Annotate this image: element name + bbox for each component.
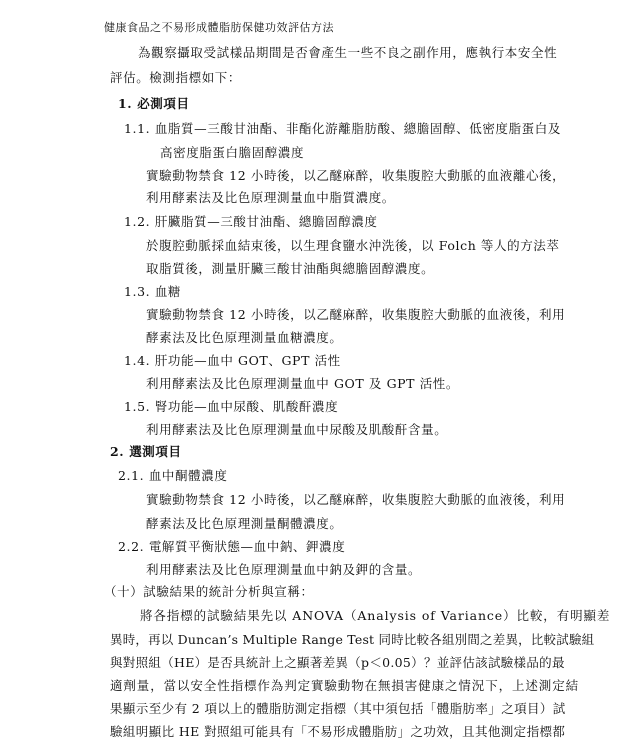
intro-line-2: 評估。檢測指標如下：: [110, 70, 242, 85]
item-1-4-body-1: 利用酵素法及比色原理測量血中 GOT 及 GPT 活性。: [146, 376, 459, 391]
section-10-line-6: 驗組明顯比 HE 對照組可能具有「不易形成體脂肪」之功效，且其他測定指標都: [110, 724, 566, 739]
item-1-5-title: 1.5. 腎功能—血中尿酸、肌酸酐濃度: [124, 399, 339, 414]
item-1-1-title-1: 1.1. 血脂質—三酸甘油酯、非酯化游離脂肪酸、總膽固醇、低密度脂蛋白及: [124, 121, 561, 136]
item-1-1-body-1: 實驗動物禁食 12 小時後，以乙醚麻醉，收集腹腔大動脈的血液離心後，: [146, 168, 566, 183]
running-header: 健康食品之不易形成體脂肪保健功效評估方法: [104, 21, 334, 34]
item-2-1-body-1: 實驗動物禁食 12 小時後，以乙醚麻醉，收集腹腔大動脈的血液後，利用: [146, 492, 566, 507]
section-10-line-2: 異時，再以 Duncan’s Multiple Range Test 同時比較各組別間之差異，比較試驗組: [110, 632, 595, 647]
item-1-3-body-2: 酵素法及比色原理測量血糖濃度。: [146, 330, 343, 345]
section-10-line-5: 果顯示至少有 2 項以上的體脂肪測定指標（其中須包括「體脂肪率」之項目）試: [110, 701, 566, 716]
section-10-line-4: 適劑量，當以安全性指標作為判定實驗動物在無損害健康之情況下，上述測定結: [110, 678, 580, 693]
item-1-3-title: 1.3. 血糖: [124, 284, 182, 299]
item-1-1-body-2: 利用酵素法及比色原理測量血中脂質濃度。: [146, 190, 395, 205]
section-10-line-3: 與對照組（HE）是否具統計上之顯著差異（p＜0.05）？並評估該試驗樣品的最: [110, 655, 565, 670]
item-1-2-title: 1.2. 肝臟脂質—三酸甘油酯、總膽固醇濃度: [124, 214, 378, 229]
item-2-1-title: 2.1. 血中酮體濃度: [118, 468, 228, 483]
section-2-heading: 2. 選測項目: [110, 444, 182, 459]
item-1-2-body-2: 取脂質後，測量肝臟三酸甘油酯與總膽固醇濃度。: [146, 261, 435, 276]
intro-line-1: 為觀察攝取受試樣品期間是否會產生一些不良之副作用，應執行本安全性: [138, 45, 558, 60]
item-1-3-body-1: 實驗動物禁食 12 小時後，以乙醚麻醉，收集腹腔大動脈的血液後，利用: [146, 307, 566, 322]
item-1-4-title: 1.4. 肝功能—血中 GOT、GPT 活性: [124, 353, 341, 368]
item-1-2-body-1: 於腹腔動脈採血結束後，以生理食鹽水沖洗後，以 Folch 等人的方法萃: [146, 238, 560, 253]
item-1-5-body-1: 利用酵素法及比色原理測量血中尿酸及肌酸酐含量。: [146, 422, 448, 437]
item-2-1-body-2: 酵素法及比色原理測量酮體濃度。: [146, 516, 343, 531]
section-10-line-1: 將各指標的試驗結果先以 ANOVA（Analysis of Variance）比較，有明顯差: [140, 608, 611, 623]
item-2-2-body-1: 利用酵素法及比色原理測量血中鈉及鉀的含量。: [146, 562, 422, 577]
item-1-1-title-2: 高密度脂蛋白膽固醇濃度: [160, 145, 305, 160]
section-10-heading: （十）試驗結果的統計分析與宣稱：: [104, 584, 314, 599]
section-1-heading: 1. 必測項目: [118, 96, 190, 111]
item-2-2-title: 2.2. 電解質平衡狀態—血中鈉、鉀濃度: [118, 539, 346, 554]
